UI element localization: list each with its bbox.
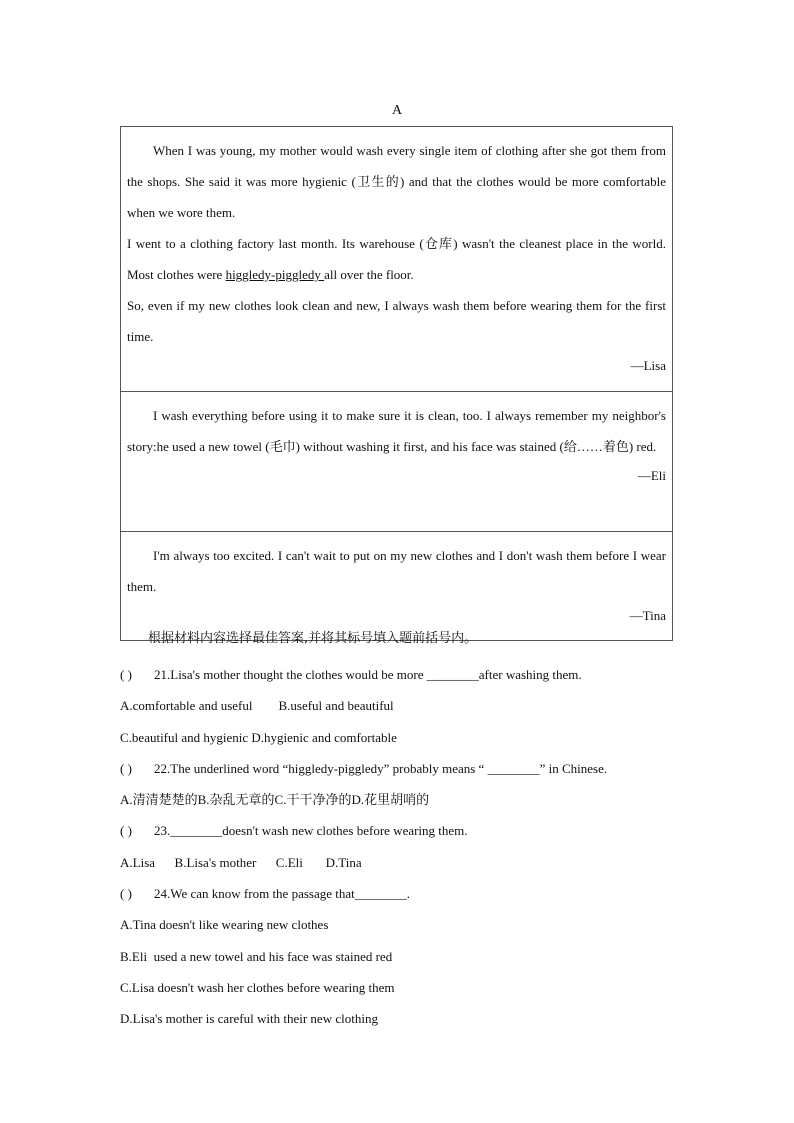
question-21 <box>120 659 680 753</box>
questions-section <box>120 628 680 1035</box>
eli-signature: —Eli <box>637 468 666 483</box>
question-23 <box>120 815 680 878</box>
question-text: 23.________doesn't wash new clothes before wearing them. <box>154 823 468 839</box>
question-text: 21.Lisa's mother thought the clothes would be more ________after washing them. <box>154 667 582 682</box>
question-22 <box>120 753 680 816</box>
eli-paragraph-1: I wash everything before using it to make sure it is clean, too. I always remember my neighbor's story:he used a new towel (毛巾) without washing it first, and his face was stained (给……着色) red. <box>127 408 666 454</box>
question-stem <box>120 878 680 909</box>
passage-eli <box>121 392 672 532</box>
option-line: A.清清楚楚的B.杂乱无章的C.干干净净的D.花里胡哨的 <box>120 792 430 808</box>
option-line: B.Eli used a new towel and his face was stained red <box>120 948 393 964</box>
option-line: A.Lisa B.Lisa's mother C.Eli D.Tina <box>120 854 362 870</box>
question-text: 24.We can know from the passage that________. <box>154 886 411 902</box>
answer-paren: ( ) <box>120 823 132 839</box>
answer-paren: ( ) <box>120 886 132 902</box>
question-text: 22.The underlined word “higgledy-piggledy” probably means “ ________” in Chinese. <box>154 760 608 776</box>
lisa-paragraph-2 <box>127 228 666 290</box>
question-24 <box>120 878 680 1034</box>
option-line: A.Tina doesn't like wearing new clothes <box>120 917 329 933</box>
passage-tina <box>121 532 672 640</box>
lisa-paragraph-1: When I was young, my mother would wash every single item of clothing after she got them from the shops. She said it was more hygienic (卫生的) and that the clothes would be more comfortable when we wore them. <box>127 143 666 220</box>
option-line: D.Lisa's mother is careful with their new clothing <box>120 1011 378 1027</box>
answer-paren: ( ) <box>120 667 132 682</box>
underlined-word: higgledy-piggledy <box>225 267 325 282</box>
answer-paren: ( ) <box>120 760 132 776</box>
instruction: 根据材料内容选择最佳答案,并将其标号填入题前括号内。 <box>148 631 478 646</box>
lisa-paragraph-2-after: all over the floor. <box>324 267 414 282</box>
tina-signature: —Tina <box>629 608 666 623</box>
option-line: A.comfortable and useful B.useful and beautiful <box>120 698 394 714</box>
option-line: C.Lisa doesn't wash her clothes before wearing them <box>120 979 395 995</box>
lisa-paragraph-3: So, even if my new clothes look clean and new, I always wash them before wearing them for the first time. <box>127 298 666 344</box>
question-stem <box>120 753 680 784</box>
option-line: C.beautiful and hygienic D.hygienic and comfortable <box>120 729 397 745</box>
question-stem <box>120 659 680 690</box>
lisa-signature: —Lisa <box>630 358 666 373</box>
lisa-paragraph-2-before: I went to a clothing factory last month. Its warehouse (仓库) wasn't the cleanest place in the world. Most clothes were <box>127 236 666 282</box>
passage-lisa <box>121 127 672 392</box>
tina-paragraph-1: I'm always too excited. I can't wait to put on my new clothes and I don't wash them before I wear them. <box>127 548 666 594</box>
passages-table <box>120 126 673 641</box>
section-title: A <box>391 103 403 118</box>
question-stem <box>120 815 680 846</box>
